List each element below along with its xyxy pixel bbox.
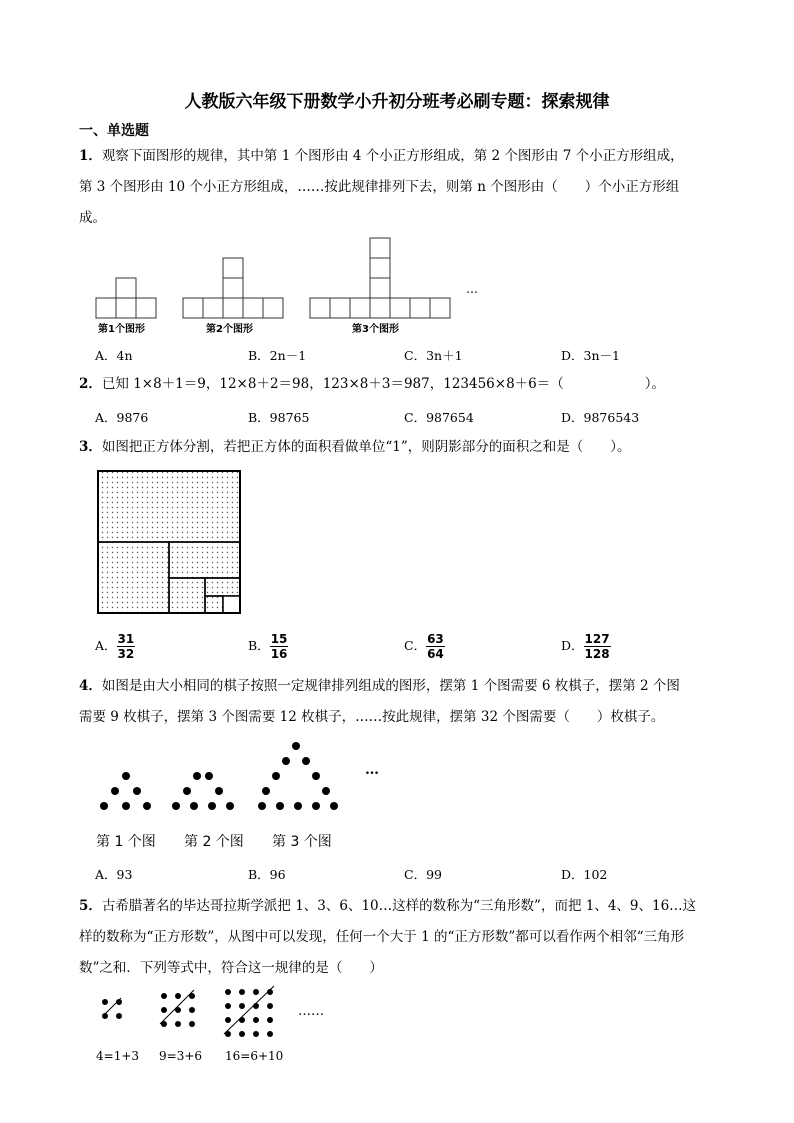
- q2-option-c: C．987654: [404, 410, 474, 425]
- q5-number: 5．: [79, 898, 102, 914]
- q1-text-1: 观察下面图形的规律，其中第 1 个图形由 4 个小正方形组成，第 2 个图形由 7 个小正方形组成，: [101, 148, 684, 164]
- q4-number: 4．: [79, 678, 102, 694]
- q1-fig-label-3: 第3个图形: [352, 324, 399, 335]
- q4-option-c: C．99: [404, 867, 442, 882]
- q4-ellipsis: …: [365, 762, 379, 778]
- q1-fig-label-2: 第2个图形: [206, 324, 253, 335]
- q2-option-b: B．98765: [248, 410, 310, 425]
- q2-option-d: D．9876543: [561, 410, 640, 425]
- q4-text-1: 如图是由大小相同的棋子按照一定规律排列组成的图形，摆第 1 个图需要 6 枚棋子，摆第 2 个图: [101, 678, 680, 694]
- section-heading: 一、单选题: [79, 123, 149, 139]
- q3-option-a-numerator: 31: [117, 632, 135, 646]
- q4-caption-1: 第 1 个图: [96, 834, 156, 850]
- q3-option-d-numerator: 127: [584, 632, 610, 646]
- q3-option-b-denominator: 16: [270, 647, 288, 661]
- q1-number: 1．: [79, 148, 102, 164]
- q3-option-c-denominator: 64: [427, 647, 444, 661]
- q5-caption-1: 4=1+3: [96, 1049, 140, 1063]
- q3-option-d-denominator: 128: [584, 647, 610, 661]
- q3-number: 3．: [79, 439, 102, 455]
- q5-text-1: 古希腊著名的毕达哥拉斯学派把 1、3、6、10…这样的数称为“三角形数”，而把 1、4、9、16…这: [101, 898, 697, 914]
- q5-text-2: 样的数称为“正方形数”，从图中可以发现，任何一个大于 1 的“正方形数”都可以看作两个相邻“三角形: [79, 929, 685, 945]
- q4-option-a: A．93: [95, 867, 133, 882]
- q4-caption-3: 第 3 个图: [272, 834, 332, 850]
- q3-option-a-label: A．: [95, 638, 117, 653]
- q2-option-a: A．9876: [95, 410, 149, 425]
- q2-number: 2．: [79, 376, 102, 392]
- q1-option-a: A．4n: [95, 348, 133, 363]
- q3-option-c-label: C．: [404, 638, 427, 653]
- q5-text-3: 数”之和．下列等式中，符合这一规律的是（ ）: [79, 960, 383, 976]
- q5-ellipsis: ……: [298, 1004, 324, 1019]
- page-title: 人教版六年级下册数学小升初分班考必刷专题：探索规律: [184, 92, 610, 112]
- q4-caption-2: 第 2 个图: [184, 834, 244, 850]
- q5-caption-2: 9=3+6: [159, 1049, 203, 1063]
- q3-option-a-denominator: 32: [117, 647, 135, 661]
- q3-option-b-label: B．: [248, 638, 270, 653]
- q3-option-b-numerator: 15: [270, 632, 288, 646]
- q4-option-d: D．102: [561, 867, 608, 882]
- q5-caption-3: 16=6+10: [225, 1049, 284, 1063]
- q3-option-c-numerator: 63: [427, 632, 444, 646]
- q1-option-b: B．2n－1: [248, 348, 307, 363]
- q3-text: 如图把正方体分割，若把正方体的面积看做单位“1”，则阴影部分的面积之和是（ ）。: [101, 439, 631, 455]
- q1-fig-label-1: 第1个图形: [98, 324, 145, 335]
- q1-option-c: C．3n＋1: [404, 348, 463, 363]
- q1-option-d: D．3n－1: [561, 348, 620, 363]
- q2-text: 已知 1×8＋1＝9，12×8＋2＝98，123×8＋3＝987，123456×8＋6＝（ ）。: [101, 376, 666, 392]
- q3-option-d-label: D．: [561, 638, 584, 653]
- q4-option-b: B．96: [248, 867, 286, 882]
- q1-text-2: 第 3 个图形由 10 个小正方形组成，……按此规律排列下去，则第 n 个图形由（ ）个小正方形组: [79, 179, 680, 195]
- q1-ellipsis: …: [466, 282, 478, 296]
- q1-text-3: 成。: [79, 210, 106, 226]
- q4-text-2: 需要 9 枚棋子，摆第 3 个图需要 12 枚棋子，……按此规律，摆第 32 个图需要（ ）枚棋子。: [79, 709, 665, 725]
